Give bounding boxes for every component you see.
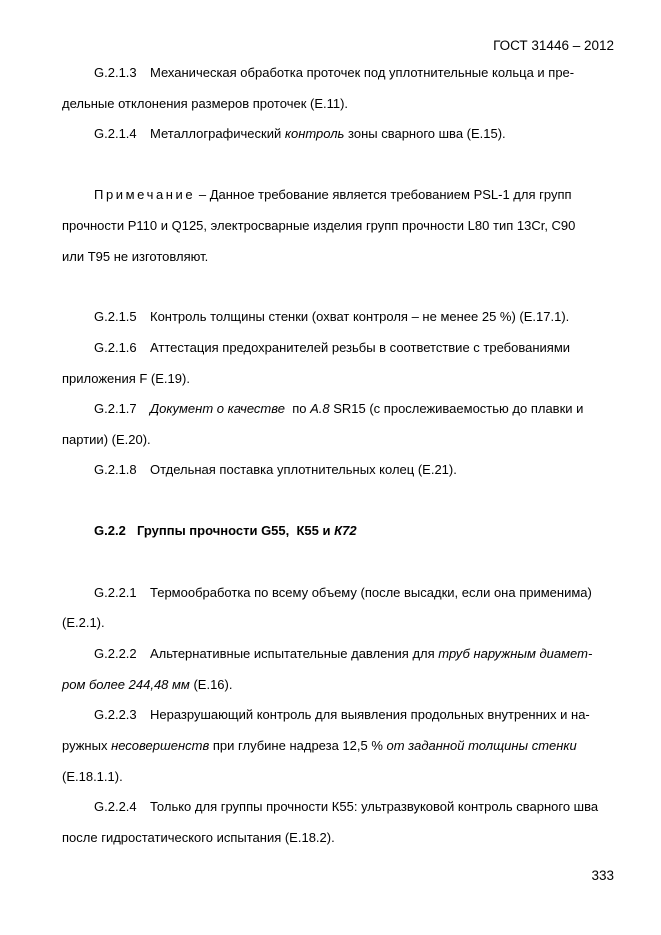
section-title: Группы прочности G55, К55 и <box>137 523 335 538</box>
clause-g2-2-2 <box>94 645 592 663</box>
clause-text-italic: А.8 <box>310 401 330 416</box>
clause-g2-2-4-cont: после гидростатического испытания (Е.18.2). <box>62 830 335 845</box>
clause-text-italic: контроль <box>284 126 345 141</box>
section-heading-g2-2 <box>94 522 357 540</box>
clause-text: Механическая обработка проточек под уплотнительные кольца и пре- <box>150 65 575 80</box>
clause-g2-2-3-cont <box>62 737 577 755</box>
clause-text: по <box>284 401 311 416</box>
clause-g2-2-2-cont <box>62 676 232 694</box>
clause-g2-1-3-cont: дельные отклонения размеров проточек (Е.11). <box>62 96 349 111</box>
clause-g2-1-3 <box>94 64 574 82</box>
clause-number: G.2.2.3 <box>94 707 137 722</box>
clause-number: G.2.1.7 <box>94 401 137 416</box>
note-label: Примечание <box>94 187 196 202</box>
clause-g2-2-4 <box>94 798 598 816</box>
clause-text-italic: от заданной толщины стенки <box>386 738 577 753</box>
clause-number: G.2.2.2 <box>94 646 137 661</box>
clause-text: Аттестация предохранителей резьбы в соответствие с требованиями <box>150 340 571 355</box>
clause-g2-2-3 <box>94 706 590 724</box>
page-number: 333 <box>591 868 614 883</box>
clause-g2-2-3-cont-2: (Е.18.1.1). <box>62 769 123 784</box>
clause-text: при глубине надреза 12,5 % <box>209 738 387 753</box>
clause-g2-2-1-cont: (Е.2.1). <box>62 615 105 630</box>
note-cont-1: прочности Р110 и Q125, электросварные изделия групп прочности L80 тип 13Cr, С90 <box>62 218 576 233</box>
section-title-italic: К72 <box>334 523 357 538</box>
clause-text-italic: труб наружным диамет- <box>438 646 593 661</box>
clause-number: G.2.2.1 <box>94 585 137 600</box>
clause-text: Неразрушающий контроль для выявления продольных внутренних и на- <box>150 707 590 722</box>
clause-text: Отдельная поставка уплотнительных колец (Е.21). <box>150 462 457 477</box>
clause-text: SR15 (с прослеживаемостью до плавки и <box>329 401 584 416</box>
clause-text: Альтернативные испытательные давления для <box>150 646 439 661</box>
clause-text-italic: Документ о качестве <box>150 401 285 416</box>
clause-text: Термообработка по всему объему (после высадки, если она применима) <box>150 585 592 600</box>
clause-text: зоны сварного шва (Е.15). <box>344 126 506 141</box>
clause-g2-1-4 <box>94 125 506 143</box>
clause-number: G.2.1.3 <box>94 65 137 80</box>
clause-g2-1-8 <box>94 461 457 479</box>
clause-g2-2-1 <box>94 584 592 602</box>
clause-text-italic: несовершенств <box>111 738 210 753</box>
note <box>94 186 572 204</box>
clause-text: Металлографический <box>150 126 285 141</box>
clause-text: (Е.16). <box>189 677 233 692</box>
clause-number: G.2.1.4 <box>94 126 137 141</box>
clause-text: ружных <box>62 738 112 753</box>
clause-g2-1-7-cont: партии) (Е.20). <box>62 432 151 447</box>
clause-text: Контроль толщины стенки (охват контроля – не менее 25 %) (Е.17.1). <box>150 309 570 324</box>
clause-g2-1-6 <box>94 339 570 357</box>
note-text: – Данное требование является требованием PSL-1 для групп <box>195 187 572 202</box>
clause-number: G.2.1.6 <box>94 340 137 355</box>
clause-g2-1-7 <box>94 400 583 418</box>
clause-text-italic: ром более 244,48 мм <box>62 677 190 692</box>
clause-number: G.2.1.8 <box>94 462 137 477</box>
clause-text: Только для группы прочности К55: ультразвуковой контроль сварного шва <box>150 799 599 814</box>
clause-g2-1-6-cont: приложения F (Е.19). <box>62 371 190 386</box>
section-number: G.2.2 <box>94 523 126 538</box>
note-cont-2: или Т95 не изготовляют. <box>62 249 209 264</box>
clause-number: G.2.1.5 <box>94 309 137 324</box>
clause-number: G.2.2.4 <box>94 799 137 814</box>
page-header: ГОСТ 31446 – 2012 <box>493 38 614 53</box>
clause-g2-1-5 <box>94 308 569 326</box>
